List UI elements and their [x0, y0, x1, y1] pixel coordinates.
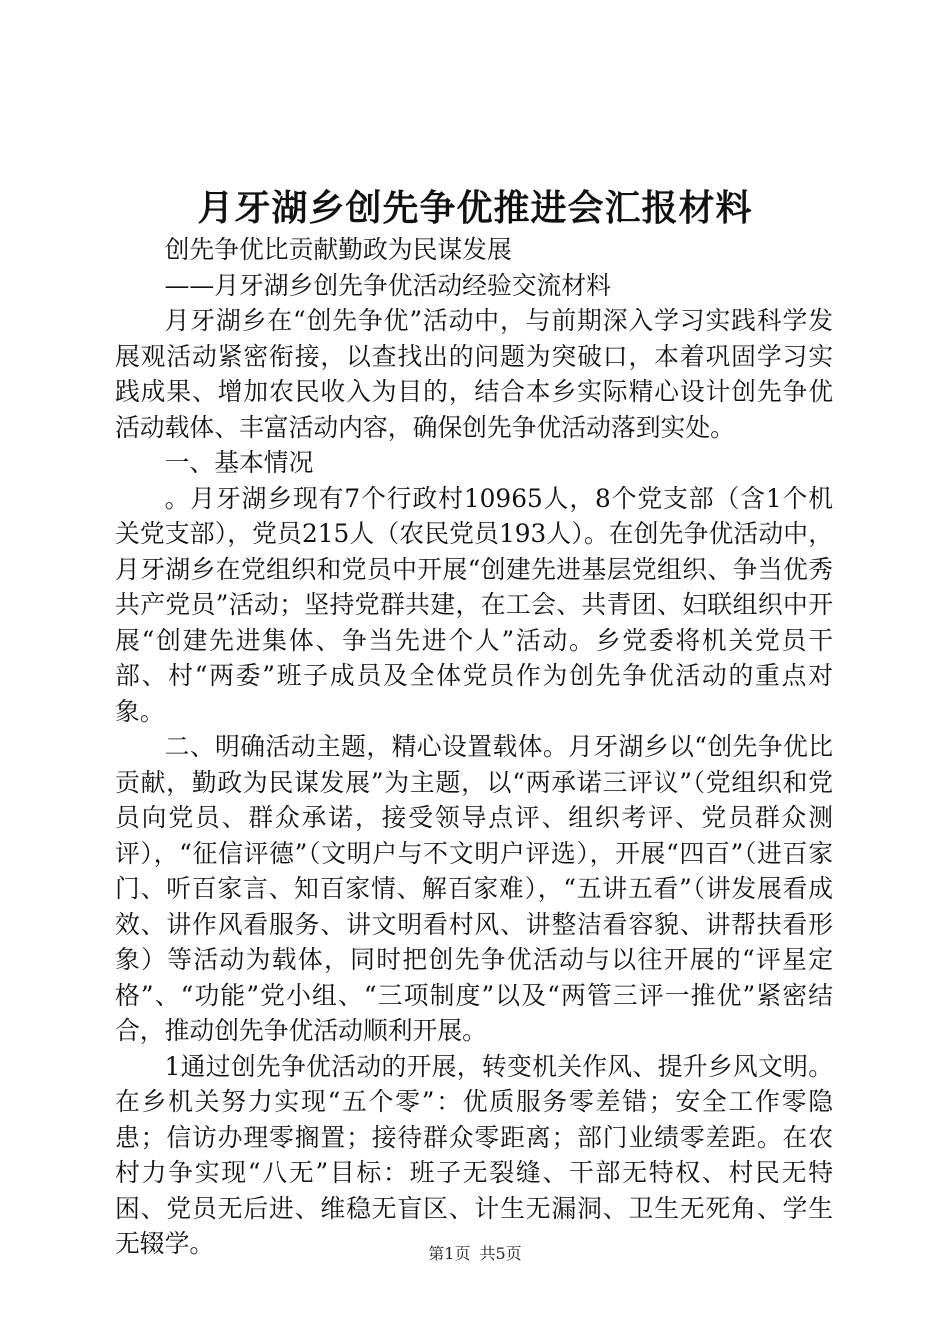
total-pages: 共5页 [479, 1244, 522, 1263]
subtitle-subline: ——月牙湖乡创先争优活动经验交流材料 [164, 270, 611, 300]
document-title: 月牙湖乡创先争优推进会汇报材料 [197, 188, 753, 229]
document-body [115, 232, 833, 1262]
style-change-paragraph: 1通过创先争优活动的开展，转变机关作风、提升乡风文明。在乡机关努力实现“五个零”：优质服务零差错；安全工作零隐患；信访办理零搁置；接待群众零距离；部门业绩零差距。在农村力争实现“八无”目标：班子无裂缝、干部无特权、村民无特困、党员无后进、维稳无盲区、计生无漏洞、卫生无死角、学生无辍学。 [115, 1051, 833, 1258]
page-footer [0, 1242, 950, 1266]
section-heading-basic-situation: 一、基本情况 [164, 448, 314, 477]
current-page-number: 第1页 [428, 1244, 471, 1263]
activity-theme-paragraph: 二、明确活动主题，精心设置载体。月牙湖乡以“创先争优比贡献，勤政为民谋发展”为主题，以“两承诺三评议”（党组织和党员向党员、群众承诺，接受领导点评、组织考评、党员群众测评），“征信评德”（文明户与不文明户评选），开展“四百”（进百家门、听百家言、知百家情、解百家难），“五讲五看”（讲发展看成效、讲作风看服务、讲文明看村风、讲整洁看容貌、讲帮扶看形象）等活动为载体，同时把创先争优活动与以往开展的“评星定格”、“功能”党小组、“三项制度”以及“两管三评一推优”紧密结合，推动创先争优活动顺利开展。 [115, 732, 833, 1045]
subtitle-line: 创先争优比贡献勤政为民谋发展 [164, 235, 512, 264]
intro-paragraph: 月牙湖乡在“创先争优”活动中，与前期深入学习实践科学发展观活动紧密衔接，以查找出的问题为突破口，本着巩固学习实践成果、增加农民收入为目的，结合本乡实际精心设计创先争优活动载体、丰富活动内容，确保创先争优活动落到实处。 [115, 306, 833, 442]
basic-situation-paragraph: 。月牙湖乡现有7个行政村10965人，8个党支部（含1个机关党支部），党员215人（农民党员193人）。在创先争优活动中，月牙湖乡在党组织和党员中开展“创建先进基层党组织、争当优秀共产党员”活动；坚持党群共建，在工会、共青团、妇联组织中开展“创建先进集体、争当先进个人”活动。乡党委将机关党员干部、村“两委”班子成员及全体党员作为创先争优活动的重点对象。 [115, 483, 833, 726]
